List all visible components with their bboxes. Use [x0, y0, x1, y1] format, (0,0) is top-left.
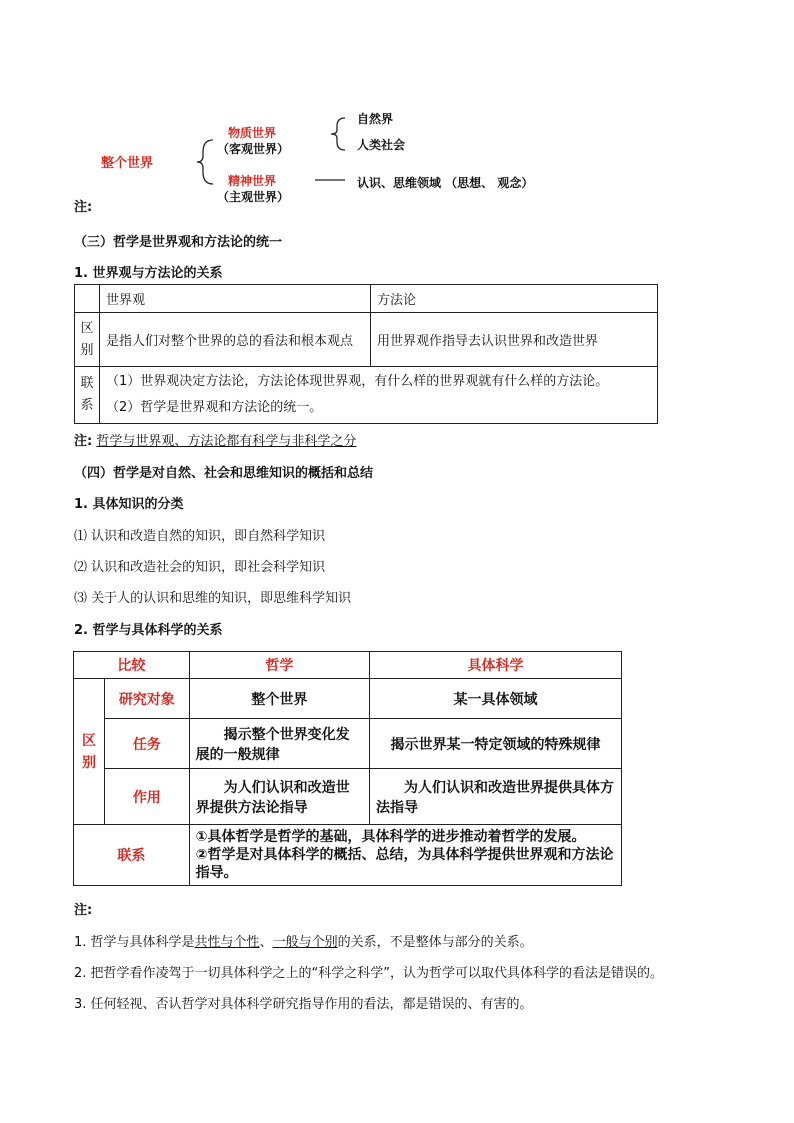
note-1-part-c: 、	[259, 935, 273, 950]
item-2-title: 1. 具体知识的分类	[74, 497, 184, 512]
section-4-title: （四）哲学是对自然、社会和思维知识的概括和总结	[74, 466, 374, 481]
note-label: 注:	[74, 200, 93, 215]
note-item-1	[74, 931, 533, 950]
material-world-label: 物质世界	[228, 126, 277, 140]
link-item-1: （1）世界观决定方法论，方法论体现世界观，有什么样的世界观就有什么样的方法论。	[106, 374, 609, 389]
knowledge-item: ⑵ 认识和改造社会的知识，即社会科学知识	[74, 560, 326, 575]
note-item-3: 3. 任何轻视、否认哲学对具体科学研究指导作用的看法，都是错误的、有害的。	[74, 997, 533, 1012]
diff-label: 区别	[74, 679, 105, 825]
link-label: 联系	[74, 825, 190, 886]
diff-worldview: 是指人们对整个世界的总的看法和根本观点	[100, 313, 371, 367]
task-science: 揭示世界某一特定领域的特殊规律	[370, 719, 622, 769]
header-science: 具体科学	[370, 652, 622, 679]
note-2	[74, 430, 356, 449]
role-science: 为人们认识和改造世界提供具体方法指导	[370, 769, 622, 825]
diff-methodology: 用世界观作指导去认识世界和改造世界	[371, 313, 658, 367]
task-philosophy: 揭示整个世界变化发展的一般规律	[189, 719, 369, 769]
link-content	[189, 825, 621, 886]
header-philosophy: 哲学	[189, 652, 369, 679]
table-corner	[75, 285, 100, 313]
row-role-label: 作用	[104, 769, 189, 825]
spirit-world-sub: （主观世界）	[217, 190, 290, 204]
whole-world-label: 整个世界	[101, 156, 154, 171]
note-item-2: 2. 把哲学看作凌驾于一切具体科学之上的“科学之科学”，认为哲学可以取代具体科学的看法是错误的。	[74, 966, 664, 981]
human-society-label: 人类社会	[357, 138, 406, 152]
thought-domain-label: 认识、思维领域 （思想、 观念）	[357, 176, 534, 190]
link-item-2: ②哲学是对具体科学的概括、总结，为具体科学提供世界观和方法论指导。	[195, 847, 614, 881]
spirit-world-label: 精神世界	[228, 174, 277, 188]
header-worldview: 世界观	[100, 285, 371, 313]
link-item-2: （2）哲学是世界观和方法论的统一。	[106, 400, 323, 415]
knowledge-item: ⑶ 关于人的认识和思维的知识，即思维科学知识	[74, 591, 352, 606]
link-item-1: ①具体哲学是哲学的基础，具体科学的进步推动着哲学的发展。	[195, 829, 586, 845]
item-3-title: 2. 哲学与具体科学的关系	[74, 623, 223, 638]
material-world-sub: （客观世界）	[217, 142, 290, 156]
note-1-part-e: 的关系，不是整体与部分的关系。	[337, 935, 533, 950]
note-1-part-d: 一般与个别	[272, 935, 338, 950]
object-science: 某一具体领域	[370, 679, 622, 719]
section-3-title: （三）哲学是世界观和方法论的统一	[74, 235, 283, 250]
note-1-part-b: 共性与个性	[194, 935, 260, 950]
knowledge-item: ⑴ 认识和改造自然的知识，即自然科学知识	[74, 529, 326, 544]
note-2-text: 哲学与世界观、方法论都有科学与非科学之分	[96, 434, 357, 449]
header-compare: 比较	[74, 652, 190, 679]
note-1-part-a: 1. 哲学与具体科学是	[74, 935, 195, 950]
object-philosophy: 整个世界	[189, 679, 369, 719]
link-label: 联系	[75, 367, 100, 424]
item-1-title: 1. 世界观与方法论的关系	[74, 266, 223, 281]
role-philosophy: 为人们认识和改造世界提供方法论指导	[189, 769, 369, 825]
row-task-label: 任务	[104, 719, 189, 769]
note-2-prefix: 注:	[74, 434, 93, 449]
row-object-label: 研究对象	[104, 679, 189, 719]
link-content	[100, 367, 658, 424]
header-methodology: 方法论	[371, 285, 658, 313]
philosophy-science-table	[73, 651, 622, 886]
nature-label: 自然界	[357, 112, 394, 126]
note-3-label: 注:	[74, 903, 93, 918]
world-classification-diagram	[95, 100, 635, 204]
diff-label: 区别	[75, 313, 100, 367]
worldview-methodology-table	[74, 284, 658, 424]
